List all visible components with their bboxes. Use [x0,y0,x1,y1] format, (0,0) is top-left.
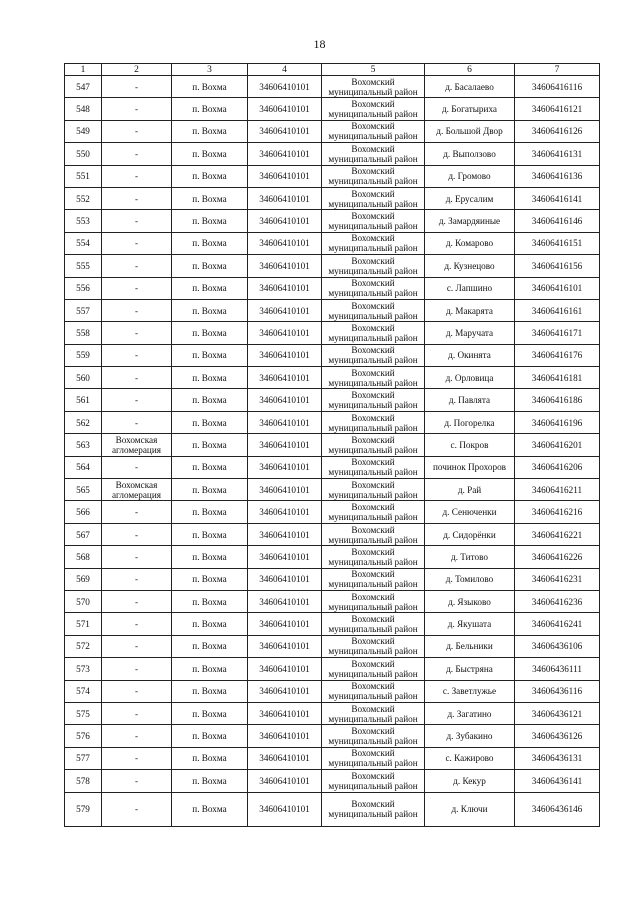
agglomeration-cell: - [102,299,172,321]
settlement-oktmo-cell: 34606416141 [515,187,600,209]
center-oktmo-cell: 34606410101 [248,255,322,277]
table-row [65,479,600,501]
settlement-oktmo-cell: 34606416216 [515,501,600,523]
agglomeration-cell: Вохомская агломерация [102,434,172,456]
table-row [65,568,600,590]
row-number-cell: 567 [65,523,102,545]
center-cell: п. Вохма [172,277,248,299]
settlement-oktmo-cell: 34606416201 [515,434,600,456]
municipality-cell: Вохомский муниципальный район [322,322,425,344]
row-number-cell: 553 [65,210,102,232]
agglomeration-cell: - [102,501,172,523]
settlement-cell: д. Комарово [425,232,515,254]
center-oktmo-cell: 34606410101 [248,299,322,321]
settlement-cell: д. Маручата [425,322,515,344]
municipality-cell: Вохомский муниципальный район [322,411,425,433]
settlement-oktmo-cell: 34606416131 [515,143,600,165]
municipality-cell: Вохомский муниципальный район [322,389,425,411]
settlement-cell: д. Павлята [425,389,515,411]
settlement-cell: д. Орловица [425,367,515,389]
settlement-cell: д. Якушата [425,613,515,635]
row-number-cell: 549 [65,120,102,142]
center-oktmo-cell: 34606410101 [248,725,322,747]
agglomeration-cell: - [102,255,172,277]
table-row [65,680,600,702]
row-number-cell: 548 [65,98,102,120]
center-cell: п. Вохма [172,456,248,478]
agglomeration-cell: - [102,546,172,568]
table-row [65,702,600,724]
table-row [65,120,600,142]
settlement-cell: д. Сидорёнки [425,523,515,545]
row-number-cell: 565 [65,479,102,501]
municipality-cell: Вохомский муниципальный район [322,702,425,724]
row-number-cell: 557 [65,299,102,321]
center-oktmo-cell: 34606410101 [248,680,322,702]
settlement-oktmo-cell: 34606436111 [515,658,600,680]
table-row [65,299,600,321]
municipality-cell: Вохомский муниципальный район [322,143,425,165]
row-number-cell: 558 [65,322,102,344]
settlement-oktmo-cell: 34606416171 [515,322,600,344]
table-row [65,210,600,232]
row-number-cell: 569 [65,568,102,590]
center-oktmo-cell: 34606410101 [248,389,322,411]
table-row [65,747,600,769]
settlement-oktmo-cell: 34606416116 [515,76,600,98]
table-row [65,98,600,120]
center-oktmo-cell: 34606410101 [248,367,322,389]
settlement-cell: с. Лапшино [425,277,515,299]
municipality-cell: Вохомский муниципальный район [322,210,425,232]
agglomeration-cell: - [102,411,172,433]
table-row [65,411,600,433]
settlement-cell: д. Богатыриха [425,98,515,120]
center-cell: п. Вохма [172,434,248,456]
center-oktmo-cell: 34606410101 [248,479,322,501]
settlement-cell: д. Ерусалим [425,187,515,209]
settlement-cell: д. Сенюченки [425,501,515,523]
agglomeration-cell: - [102,590,172,612]
center-cell: п. Вохма [172,299,248,321]
municipality-cell: Вохомский муниципальный район [322,635,425,657]
municipality-cell: Вохомский муниципальный район [322,680,425,702]
row-number-cell: 555 [65,255,102,277]
table-row [65,277,600,299]
settlement-oktmo-cell: 34606416156 [515,255,600,277]
agglomeration-cell: - [102,143,172,165]
center-cell: п. Вохма [172,546,248,568]
settlement-cell: починок Прохоров [425,456,515,478]
center-oktmo-cell: 34606410101 [248,635,322,657]
settlement-oktmo-cell: 34606416121 [515,98,600,120]
table-row [65,232,600,254]
center-oktmo-cell: 34606410101 [248,613,322,635]
settlement-oktmo-cell: 34606416196 [515,411,600,433]
municipality-cell: Вохомский муниципальный район [322,187,425,209]
municipality-cell: Вохомский муниципальный район [322,165,425,187]
settlement-oktmo-cell: 34606416226 [515,546,600,568]
municipality-cell: Вохомский муниципальный район [322,479,425,501]
center-cell: п. Вохма [172,635,248,657]
center-cell: п. Вохма [172,613,248,635]
column-header-1: 1 [65,64,102,76]
center-cell: п. Вохма [172,411,248,433]
municipality-cell: Вохомский муниципальный район [322,344,425,366]
municipality-cell: Вохомский муниципальный район [322,434,425,456]
settlement-cell: д. Бельники [425,635,515,657]
agglomeration-cell: - [102,98,172,120]
municipality-cell: Вохомский муниципальный район [322,299,425,321]
settlement-oktmo-cell: 34606416161 [515,299,600,321]
center-oktmo-cell: 34606410101 [248,277,322,299]
center-cell: п. Вохма [172,479,248,501]
row-number-cell: 562 [65,411,102,433]
agglomeration-cell: - [102,747,172,769]
center-cell: п. Вохма [172,165,248,187]
municipality-cell: Вохомский муниципальный район [322,747,425,769]
municipality-cell: Вохомский муниципальный район [322,76,425,98]
agglomeration-cell: - [102,277,172,299]
settlement-oktmo-cell: 34606416151 [515,232,600,254]
center-cell: п. Вохма [172,568,248,590]
table-header-row [65,64,600,76]
agglomeration-cell: - [102,344,172,366]
municipality-cell: Вохомский муниципальный район [322,568,425,590]
page-number: 18 [313,37,326,51]
table-row [65,658,600,680]
settlement-oktmo-cell: 34606416181 [515,367,600,389]
row-number-cell: 552 [65,187,102,209]
table-row [65,456,600,478]
table-row [65,590,600,612]
municipality-cell: Вохомский муниципальный район [322,725,425,747]
center-oktmo-cell: 34606410101 [248,76,322,98]
agglomeration-cell: - [102,76,172,98]
settlement-oktmo-cell: 34606416146 [515,210,600,232]
table-row [65,434,600,456]
agglomeration-cell: - [102,523,172,545]
center-cell: п. Вохма [172,255,248,277]
settlement-cell: д. Окинята [425,344,515,366]
settlement-oktmo-cell: 34606416136 [515,165,600,187]
settlement-oktmo-cell: 34606436141 [515,770,600,792]
municipality-cell: Вохомский муниципальный район [322,546,425,568]
row-number-cell: 575 [65,702,102,724]
row-number-cell: 559 [65,344,102,366]
row-number-cell: 564 [65,456,102,478]
municipality-cell: Вохомский муниципальный район [322,456,425,478]
center-oktmo-cell: 34606410101 [248,747,322,769]
center-oktmo-cell: 34606410101 [248,434,322,456]
row-number-cell: 547 [65,76,102,98]
table-row [65,770,600,792]
center-cell: п. Вохма [172,367,248,389]
row-number-cell: 571 [65,613,102,635]
column-header-3: 3 [172,64,248,76]
settlement-cell: с. Кажирово [425,747,515,769]
settlement-cell: д. Басалаево [425,76,515,98]
settlement-oktmo-cell: 34606416236 [515,590,600,612]
row-number-cell: 550 [65,143,102,165]
settlement-oktmo-cell: 34606436131 [515,747,600,769]
agglomeration-cell: - [102,702,172,724]
municipality-cell: Вохомский муниципальный район [322,613,425,635]
settlement-cell: д. Погорелка [425,411,515,433]
table-row [65,344,600,366]
center-cell: п. Вохма [172,98,248,120]
center-oktmo-cell: 34606410101 [248,165,322,187]
center-oktmo-cell: 34606410101 [248,546,322,568]
center-oktmo-cell: 34606410101 [248,590,322,612]
center-oktmo-cell: 34606410101 [248,702,322,724]
settlement-oktmo-cell: 34606416231 [515,568,600,590]
table-row [65,255,600,277]
row-number-cell: 576 [65,725,102,747]
settlement-cell: д. Большой Двор [425,120,515,142]
agglomeration-cell: - [102,165,172,187]
column-header-7: 7 [515,64,600,76]
municipality-cell: Вохомский муниципальный район [322,367,425,389]
settlement-cell: д. Рай [425,479,515,501]
row-number-cell: 578 [65,770,102,792]
agglomeration-cell: - [102,568,172,590]
center-cell: п. Вохма [172,344,248,366]
center-cell: п. Вохма [172,120,248,142]
row-number-cell: 568 [65,546,102,568]
settlement-cell: д. Быстряна [425,658,515,680]
center-oktmo-cell: 34606410101 [248,523,322,545]
table-row [65,165,600,187]
municipality-cell: Вохомский муниципальный район [322,590,425,612]
row-number-cell: 574 [65,680,102,702]
center-oktmo-cell: 34606410101 [248,120,322,142]
row-number-cell: 566 [65,501,102,523]
center-oktmo-cell: 34606410101 [248,210,322,232]
municipality-cell: Вохомский муниципальный район [322,232,425,254]
center-oktmo-cell: 34606410101 [248,143,322,165]
center-cell: п. Вохма [172,747,248,769]
settlement-oktmo-cell: 34606416211 [515,479,600,501]
center-oktmo-cell: 34606410101 [248,344,322,366]
settlement-cell: д. Громово [425,165,515,187]
table-row [65,725,600,747]
agglomeration-cell: - [102,389,172,411]
agglomeration-cell: - [102,322,172,344]
center-oktmo-cell: 34606410101 [248,658,322,680]
row-number-cell: 572 [65,635,102,657]
table-row [65,635,600,657]
settlement-cell: д. Замардяиные [425,210,515,232]
settlement-cell: д. Титово [425,546,515,568]
agglomeration-cell: - [102,367,172,389]
row-number-cell: 577 [65,747,102,769]
settlement-oktmo-cell: 34606416206 [515,456,600,478]
settlement-oktmo-cell: 34606436106 [515,635,600,657]
row-number-cell: 561 [65,389,102,411]
center-oktmo-cell: 34606410101 [248,501,322,523]
agglomeration-cell: - [102,613,172,635]
center-cell: п. Вохма [172,725,248,747]
agglomeration-cell: - [102,187,172,209]
settlement-cell: д. Ключи [425,792,515,826]
agglomeration-cell: - [102,770,172,792]
center-cell: п. Вохма [172,770,248,792]
center-oktmo-cell: 34606410101 [248,98,322,120]
agglomeration-cell: - [102,680,172,702]
center-cell: п. Вохма [172,501,248,523]
center-cell: п. Вохма [172,210,248,232]
settlement-cell: д. Макарята [425,299,515,321]
settlement-oktmo-cell: 34606436126 [515,725,600,747]
table-row [65,613,600,635]
center-cell: п. Вохма [172,702,248,724]
column-header-2: 2 [102,64,172,76]
table-row [65,501,600,523]
center-oktmo-cell: 34606410101 [248,411,322,433]
center-cell: п. Вохма [172,76,248,98]
municipality-cell: Вохомский муниципальный район [322,120,425,142]
row-number-cell: 573 [65,658,102,680]
center-oktmo-cell: 34606410101 [248,322,322,344]
column-header-6: 6 [425,64,515,76]
settlement-cell: д. Кекур [425,770,515,792]
center-cell: п. Вохма [172,389,248,411]
settlement-oktmo-cell: 34606416176 [515,344,600,366]
settlements-table [64,63,600,827]
table-row [65,143,600,165]
municipality-cell: Вохомский муниципальный район [322,770,425,792]
settlement-oktmo-cell: 34606416186 [515,389,600,411]
center-oktmo-cell: 34606410101 [248,456,322,478]
municipality-cell: Вохомский муниципальный район [322,792,425,826]
settlement-cell: д. Томилово [425,568,515,590]
settlement-cell: с. Заветлужье [425,680,515,702]
municipality-cell: Вохомский муниципальный район [322,98,425,120]
table-body [65,76,600,827]
center-cell: п. Вохма [172,658,248,680]
row-number-cell: 560 [65,367,102,389]
table-row [65,187,600,209]
agglomeration-cell: - [102,792,172,826]
table-row [65,389,600,411]
center-oktmo-cell: 34606410101 [248,187,322,209]
agglomeration-cell: Вохомская агломерация [102,479,172,501]
settlement-cell: д. Загатино [425,702,515,724]
table-row [65,367,600,389]
agglomeration-cell: - [102,232,172,254]
agglomeration-cell: - [102,658,172,680]
center-cell: п. Вохма [172,187,248,209]
settlement-oktmo-cell: 34606416241 [515,613,600,635]
center-cell: п. Вохма [172,523,248,545]
column-header-4: 4 [248,64,322,76]
table-row [65,546,600,568]
settlement-oktmo-cell: 34606436146 [515,792,600,826]
settlement-cell: д. Зубакино [425,725,515,747]
municipality-cell: Вохомский муниципальный район [322,501,425,523]
row-number-cell: 579 [65,792,102,826]
table-row [65,792,600,826]
center-cell: п. Вохма [172,680,248,702]
column-header-5: 5 [322,64,425,76]
settlement-oktmo-cell: 34606416101 [515,277,600,299]
agglomeration-cell: - [102,210,172,232]
municipality-cell: Вохомский муниципальный район [322,523,425,545]
center-cell: п. Вохма [172,322,248,344]
settlement-cell: д. Языково [425,590,515,612]
municipality-cell: Вохомский муниципальный район [322,658,425,680]
center-oktmo-cell: 34606410101 [248,232,322,254]
row-number-cell: 570 [65,590,102,612]
municipality-cell: Вохомский муниципальный район [322,277,425,299]
settlement-oktmo-cell: 34606436116 [515,680,600,702]
settlement-oktmo-cell: 34606416126 [515,120,600,142]
center-cell: п. Вохма [172,232,248,254]
agglomeration-cell: - [102,120,172,142]
agglomeration-cell: - [102,635,172,657]
center-oktmo-cell: 34606410101 [248,770,322,792]
center-cell: п. Вохма [172,143,248,165]
row-number-cell: 556 [65,277,102,299]
center-oktmo-cell: 34606410101 [248,568,322,590]
settlement-oktmo-cell: 34606416221 [515,523,600,545]
center-oktmo-cell: 34606410101 [248,792,322,826]
settlement-oktmo-cell: 34606436121 [515,702,600,724]
table-row [65,76,600,98]
municipality-cell: Вохомский муниципальный район [322,255,425,277]
center-cell: п. Вохма [172,590,248,612]
settlement-cell: д. Выползово [425,143,515,165]
settlement-cell: с. Покров [425,434,515,456]
table-row [65,322,600,344]
row-number-cell: 554 [65,232,102,254]
row-number-cell: 551 [65,165,102,187]
agglomeration-cell: - [102,725,172,747]
center-cell: п. Вохма [172,792,248,826]
row-number-cell: 563 [65,434,102,456]
agglomeration-cell: - [102,456,172,478]
settlement-cell: д. Кузнецово [425,255,515,277]
table-row [65,523,600,545]
